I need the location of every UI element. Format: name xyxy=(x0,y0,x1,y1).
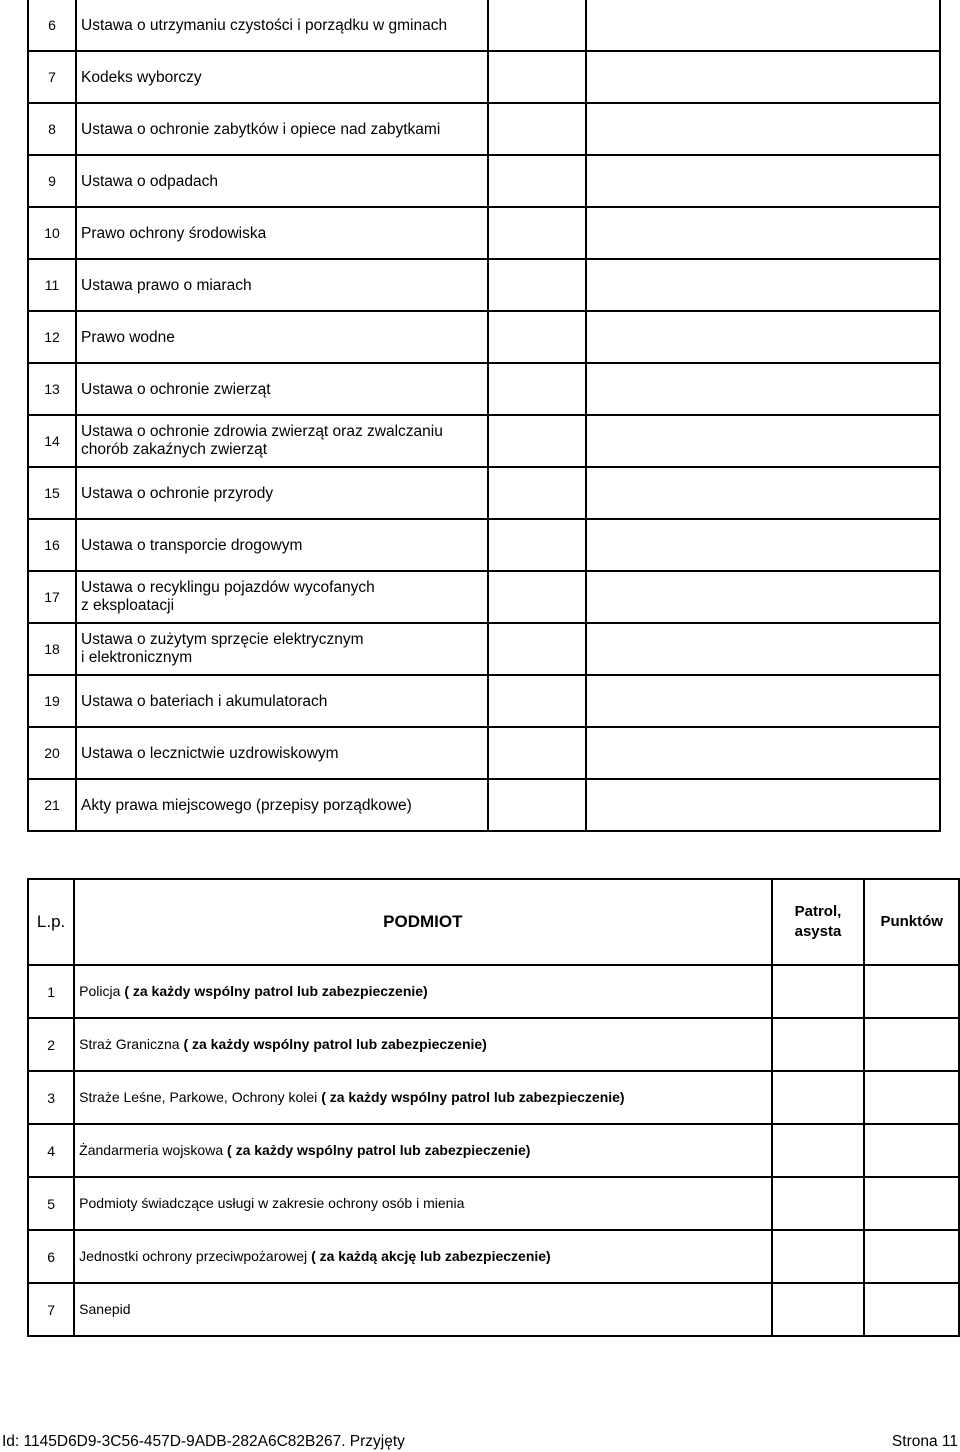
row-text xyxy=(76,415,488,467)
table-row xyxy=(28,1230,959,1283)
empty-cell xyxy=(586,103,940,155)
header-patrol xyxy=(772,879,865,965)
row-number: 3 xyxy=(28,1071,74,1124)
empty-cell xyxy=(488,155,586,207)
row-number: 5 xyxy=(28,1177,74,1230)
row-text: Ustawa o odpadach xyxy=(76,155,488,207)
empty-cell xyxy=(488,311,586,363)
page-number: Strona 11 xyxy=(891,1433,958,1450)
empty-cell xyxy=(488,415,586,467)
empty-cell xyxy=(586,363,940,415)
row-text xyxy=(76,571,488,623)
empty-cell xyxy=(864,965,959,1018)
row-number: 7 xyxy=(28,1283,74,1336)
empty-cell xyxy=(772,1230,865,1283)
row-text-bold: ( za każdy wspólny patrol lub zabezpieczenie) xyxy=(124,983,428,999)
empty-cell xyxy=(586,571,940,623)
empty-cell xyxy=(586,207,940,259)
table-row xyxy=(28,1018,959,1071)
row-text: Ustawa prawo o miarach xyxy=(76,259,488,311)
header-lp: L.p. xyxy=(28,879,74,965)
table-row xyxy=(28,519,940,571)
row-text-normal: Straż Graniczna xyxy=(79,1036,184,1052)
table-row xyxy=(28,467,940,519)
empty-cell xyxy=(488,623,586,675)
row-text-normal: Policja xyxy=(79,983,125,999)
empty-cell xyxy=(586,415,940,467)
row-text-bold: ( za każdy wspólny patrol lub zabezpieczenie) xyxy=(227,1142,531,1158)
table-row xyxy=(28,415,940,467)
empty-cell xyxy=(586,155,940,207)
table-row xyxy=(28,965,959,1018)
row-text-line: z eksploatacji xyxy=(81,597,175,614)
table-row xyxy=(28,0,940,51)
row-text-bold: ( za każdy wspólny patrol lub zabezpieczenie) xyxy=(183,1036,487,1052)
empty-cell xyxy=(488,363,586,415)
row-text xyxy=(74,1018,771,1071)
row-number: 6 xyxy=(28,0,76,51)
row-text: Ustawa o transporcie drogowym xyxy=(76,519,488,571)
empty-cell xyxy=(586,259,940,311)
empty-cell xyxy=(864,1018,959,1071)
empty-cell xyxy=(772,1177,865,1230)
empty-cell xyxy=(586,467,940,519)
table-row xyxy=(28,51,940,103)
row-text: Ustawa o ochronie przyrody xyxy=(76,467,488,519)
page-footer xyxy=(0,1432,960,1452)
empty-cell xyxy=(586,623,940,675)
row-number: 16 xyxy=(28,519,76,571)
row-text-bold: ( za każdy wspólny patrol lub zabezpieczenie) xyxy=(321,1089,625,1105)
header-punktow: Punktów xyxy=(864,879,959,965)
row-text xyxy=(74,1283,771,1336)
row-text-line: i elektronicznym xyxy=(81,649,193,666)
empty-cell xyxy=(586,519,940,571)
table-row xyxy=(28,103,940,155)
row-number: 8 xyxy=(28,103,76,155)
empty-cell xyxy=(488,207,586,259)
row-text: Ustawa o utrzymaniu czystości i porządku w gminach xyxy=(76,0,488,51)
table-row xyxy=(28,207,940,259)
header-podmiot: PODMIOT xyxy=(74,879,771,965)
empty-cell xyxy=(488,519,586,571)
empty-cell xyxy=(488,467,586,519)
row-number: 21 xyxy=(28,779,76,831)
row-text: Ustawa o lecznictwie uzdrowiskowym xyxy=(76,727,488,779)
empty-cell xyxy=(772,1283,865,1336)
empty-cell xyxy=(586,727,940,779)
row-number: 19 xyxy=(28,675,76,727)
table-row xyxy=(28,155,940,207)
row-text: Ustawa o ochronie zabytków i opiece nad zabytkami xyxy=(76,103,488,155)
table-row xyxy=(28,311,940,363)
empty-cell xyxy=(586,0,940,51)
row-text-normal: Podmioty świadczące usługi w zakresie ochrony osób i mienia xyxy=(79,1195,465,1211)
row-text-bold: ( za każdą akcję lub zabezpieczenie) xyxy=(311,1248,551,1264)
row-text: Kodeks wyborczy xyxy=(76,51,488,103)
row-text-line: Ustawa o ochronie zdrowia zwierząt oraz zwalczaniu xyxy=(81,423,443,440)
row-number: 11 xyxy=(28,259,76,311)
document-id: Id: 1145D6D9-3C56-457D-9ADB-282A6C82B267. Przyjęty xyxy=(2,1433,405,1450)
row-number: 20 xyxy=(28,727,76,779)
row-text: Prawo ochrony środowiska xyxy=(76,207,488,259)
empty-cell xyxy=(488,51,586,103)
table-row xyxy=(28,1124,959,1177)
row-number: 17 xyxy=(28,571,76,623)
row-number: 6 xyxy=(28,1230,74,1283)
empty-cell xyxy=(488,571,586,623)
row-number: 1 xyxy=(28,965,74,1018)
row-number: 10 xyxy=(28,207,76,259)
row-number: 7 xyxy=(28,51,76,103)
empty-cell xyxy=(864,1283,959,1336)
table-header-row xyxy=(28,879,959,965)
table-row xyxy=(28,1283,959,1336)
row-text xyxy=(74,1124,771,1177)
empty-cell xyxy=(488,259,586,311)
table-row xyxy=(28,727,940,779)
entities-table xyxy=(27,878,960,1337)
empty-cell xyxy=(772,965,865,1018)
row-text-normal: Żandarmeria wojskowa xyxy=(79,1142,228,1158)
row-text xyxy=(76,623,488,675)
row-text-normal: Sanepid xyxy=(79,1301,131,1317)
row-number: 4 xyxy=(28,1124,74,1177)
row-text xyxy=(74,1071,771,1124)
header-patrol-line: Patrol, xyxy=(794,903,842,920)
table-row xyxy=(28,1071,959,1124)
table-row xyxy=(28,363,940,415)
row-text: Prawo wodne xyxy=(76,311,488,363)
row-number: 9 xyxy=(28,155,76,207)
empty-cell xyxy=(488,727,586,779)
empty-cell xyxy=(586,779,940,831)
row-text-line: chorób zakaźnych zwierząt xyxy=(81,441,268,458)
table-row xyxy=(28,779,940,831)
empty-cell xyxy=(586,51,940,103)
row-text-line: Ustawa o recyklingu pojazdów wycofanych xyxy=(81,579,375,596)
empty-cell xyxy=(488,675,586,727)
empty-cell xyxy=(488,103,586,155)
row-number: 18 xyxy=(28,623,76,675)
table-row xyxy=(28,623,940,675)
legislation-table xyxy=(27,0,941,832)
empty-cell xyxy=(772,1018,865,1071)
empty-cell xyxy=(864,1177,959,1230)
empty-cell xyxy=(586,675,940,727)
header-patrol-line: asysta xyxy=(794,923,842,940)
empty-cell xyxy=(772,1071,865,1124)
row-text-normal: Jednostki ochrony przeciwpożarowej xyxy=(79,1248,312,1264)
table-row xyxy=(28,571,940,623)
row-text xyxy=(74,1230,771,1283)
empty-cell xyxy=(864,1071,959,1124)
empty-cell xyxy=(864,1124,959,1177)
row-text xyxy=(74,965,771,1018)
row-text: Ustawa o ochronie zwierząt xyxy=(76,363,488,415)
empty-cell xyxy=(586,311,940,363)
row-number: 2 xyxy=(28,1018,74,1071)
row-text-line: Ustawa o zużytym sprzęcie elektrycznym xyxy=(81,631,364,648)
row-text-normal: Straże Leśne, Parkowe, Ochrony kolei xyxy=(79,1089,322,1105)
empty-cell xyxy=(864,1230,959,1283)
table-row xyxy=(28,259,940,311)
row-number: 15 xyxy=(28,467,76,519)
empty-cell xyxy=(772,1124,865,1177)
row-number: 14 xyxy=(28,415,76,467)
empty-cell xyxy=(488,779,586,831)
row-text: Akty prawa miejscowego (przepisy porządkowe) xyxy=(76,779,488,831)
row-text xyxy=(74,1177,771,1230)
table-row xyxy=(28,1177,959,1230)
empty-cell xyxy=(488,0,586,51)
row-text: Ustawa o bateriach i akumulatorach xyxy=(76,675,488,727)
row-number: 12 xyxy=(28,311,76,363)
table-row xyxy=(28,675,940,727)
row-number: 13 xyxy=(28,363,76,415)
